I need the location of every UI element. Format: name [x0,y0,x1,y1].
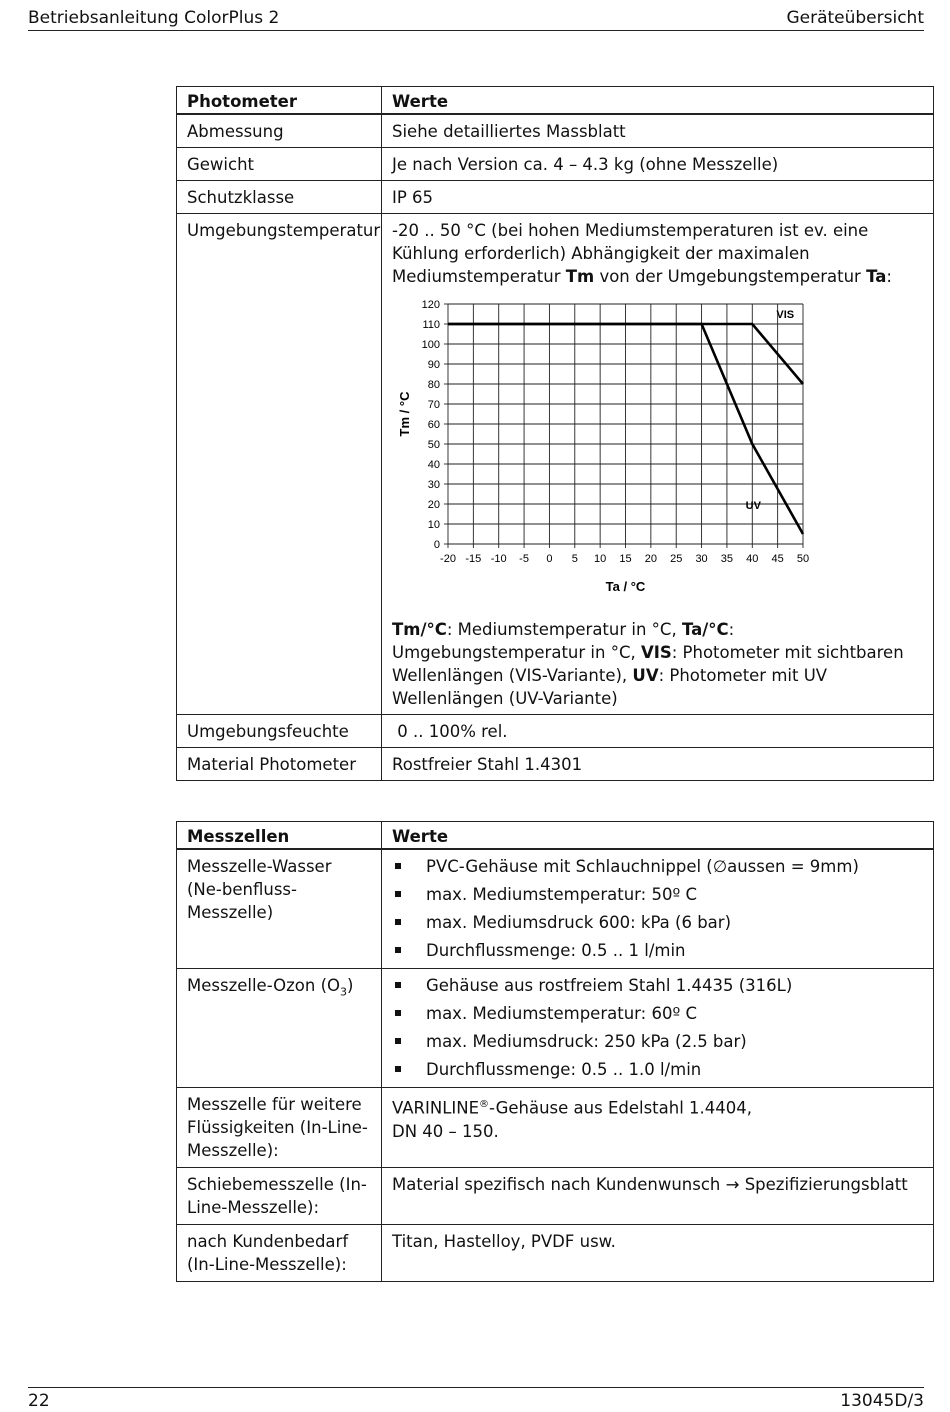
value-text: -Gehäuse aus Edelstahl 1.4404, [489,1098,753,1118]
label-subscript: 3 [340,985,347,999]
row-label: Umgebungstemperatur [177,214,382,715]
column-header: Photometer [177,87,382,115]
label-text: Messzelle-Ozon (O [187,976,340,995]
chart-svg [392,294,852,614]
x-tick-label: -20 [440,553,456,565]
cells-table [176,821,934,1282]
y-tick-label: 0 [433,539,440,551]
row-label: Material Photometer [177,748,382,781]
row-value: Material spezifisch nach Kundenwunsch → Spezifizierungsblatt [382,1168,934,1225]
intro-ta: Ta [866,267,887,286]
y-tick-label: 20 [427,499,440,511]
document-number: 13045D/3 [840,1391,924,1411]
table-row [177,1168,934,1225]
y-axis-label: Tm / °C [397,391,412,437]
table-row [177,148,934,181]
intro-text: : [886,267,892,286]
bullet-list [392,855,923,962]
row-value [382,969,934,1088]
bullet-list [392,974,923,1081]
table-row [177,214,934,715]
series-label-uv: UV [745,500,761,512]
list-item: max. Mediumstemperatur: 50º C [392,883,923,906]
table-row [177,1225,934,1282]
registered-mark: ® [479,1099,490,1110]
y-tick-label: 90 [427,359,440,371]
row-label: Schutzklasse [177,181,382,214]
temperature-description [392,219,923,288]
row-value: Rostfreier Stahl 1.4301 [382,748,934,781]
list-item: max. Mediumsdruck: 250 kPa (2.5 bar) [392,1030,923,1053]
table-row [177,114,934,148]
x-tick-label: -10 [490,553,507,565]
temperature-chart [392,294,852,614]
row-label: Messzelle für weitere Flüssigkeiten (In-Line-Messzelle): [177,1088,382,1168]
y-tick-label: 50 [427,439,440,451]
header-section: Geräteübersicht [786,8,924,28]
page-number: 22 [28,1391,50,1411]
note-bold: Tm/°C [392,620,447,639]
y-tick-label: 80 [427,379,440,391]
x-tick-label: 40 [746,553,759,565]
note-bold: Ta/°C [681,620,729,639]
list-item: PVC-Gehäuse mit Schlauchnippel (∅aussen = 9mm) [392,855,923,878]
value-text: DN 40 – 150. [392,1121,499,1141]
list-item: Durchflussmenge: 0.5 .. 1 l/min [392,939,923,962]
value-text: VARINLINE [392,1098,480,1118]
y-tick-label: 30 [427,479,440,491]
x-tick-label: 0 [546,553,553,565]
row-label: Messzelle-Wasser (Ne-benfluss-Messzelle) [177,849,382,969]
column-header: Werte [382,87,934,115]
list-item: Gehäuse aus rostfreiem Stahl 1.4435 (316L) [392,974,923,997]
header-title: Betriebsanleitung ColorPlus 2 [28,8,280,28]
table-header-row [177,822,934,850]
table-row [177,715,934,748]
x-tick-label: -15 [465,553,482,565]
row-label: Schiebemesszelle (In-Line-Messzelle): [177,1168,382,1225]
list-item: max. Mediumsdruck 600: kPa (6 bar) [392,911,923,934]
y-tick-label: 60 [427,419,440,431]
row-label: Gewicht [177,148,382,181]
row-value: IP 65 [382,181,934,214]
y-tick-label: 100 [421,339,440,351]
table-row [177,969,934,1088]
x-axis-label: Ta / °C [605,579,646,594]
x-tick-label: 30 [695,553,708,565]
note-text: : Mediumstemperatur in °C, [446,620,682,639]
row-value [382,1088,934,1168]
row-value [382,849,934,969]
row-value: Siehe detailliertes Massblatt [382,114,934,148]
y-tick-label: 110 [422,319,440,331]
y-tick-label: 40 [427,459,440,471]
table-row [177,748,934,781]
y-tick-label: 120 [421,299,440,311]
note-bold: VIS [640,643,672,662]
row-label [177,969,382,1088]
x-tick-label: 15 [619,553,632,565]
intro-text: von der Umgebungstemperatur [594,267,867,286]
row-value [382,214,934,715]
table-row [177,1088,934,1168]
series-label-vis: VIS [776,309,795,321]
table-row [177,181,934,214]
note-text: : Photometer mit UV Wellenlängen (UV-Variante) [392,666,828,708]
table-header-row [177,87,934,115]
y-tick-label: 10 [427,519,440,531]
page-header [28,8,924,31]
list-item: Durchflussmenge: 0.5 .. 1.0 l/min [392,1058,923,1081]
label-text: ) [347,976,354,995]
row-label: Umgebungsfeuchte [177,715,382,748]
note-text: : Photometer mit sichtbaren Wellenlängen (VIS-Variante), [392,643,904,685]
x-tick-label: 50 [796,553,810,565]
chart-legend-note [392,618,923,710]
page-footer [28,1387,924,1412]
note-bold: UV [632,666,659,685]
x-tick-label: 5 [571,553,578,565]
column-header: Messzellen [177,822,382,850]
row-label: nach Kundenbedarf (In-Line-Messzelle): [177,1225,382,1282]
row-label: Abmessung [177,114,382,148]
x-tick-label: 25 [670,553,683,565]
x-tick-label: 20 [644,553,657,565]
note-text: : Umgebungstemperatur in °C, [392,620,735,662]
intro-tm: Tm [565,267,595,286]
x-tick-label: 10 [594,553,607,565]
row-value: Je nach Version ca. 4 – 4.3 kg (ohne Messzelle) [382,148,934,181]
x-tick-label: 35 [720,553,734,565]
column-header: Werte [382,822,934,850]
x-tick-label: -5 [519,553,529,565]
intro-text: -20 .. 50 °C (bei hohen Mediumstemperaturen ist ev. eine Kühlung erforderlich) Abhängigkeit der maximalen Mediumstemperatur [392,221,869,286]
table-row [177,849,934,969]
list-item: max. Mediumstemperatur: 60º C [392,1002,923,1025]
y-tick-label: 70 [427,399,440,411]
row-value: Titan, Hastelloy, PVDF usw. [382,1225,934,1282]
row-value: 0 .. 100% rel. [382,715,934,748]
photometer-table [176,86,934,781]
x-tick-label: 45 [771,553,784,565]
